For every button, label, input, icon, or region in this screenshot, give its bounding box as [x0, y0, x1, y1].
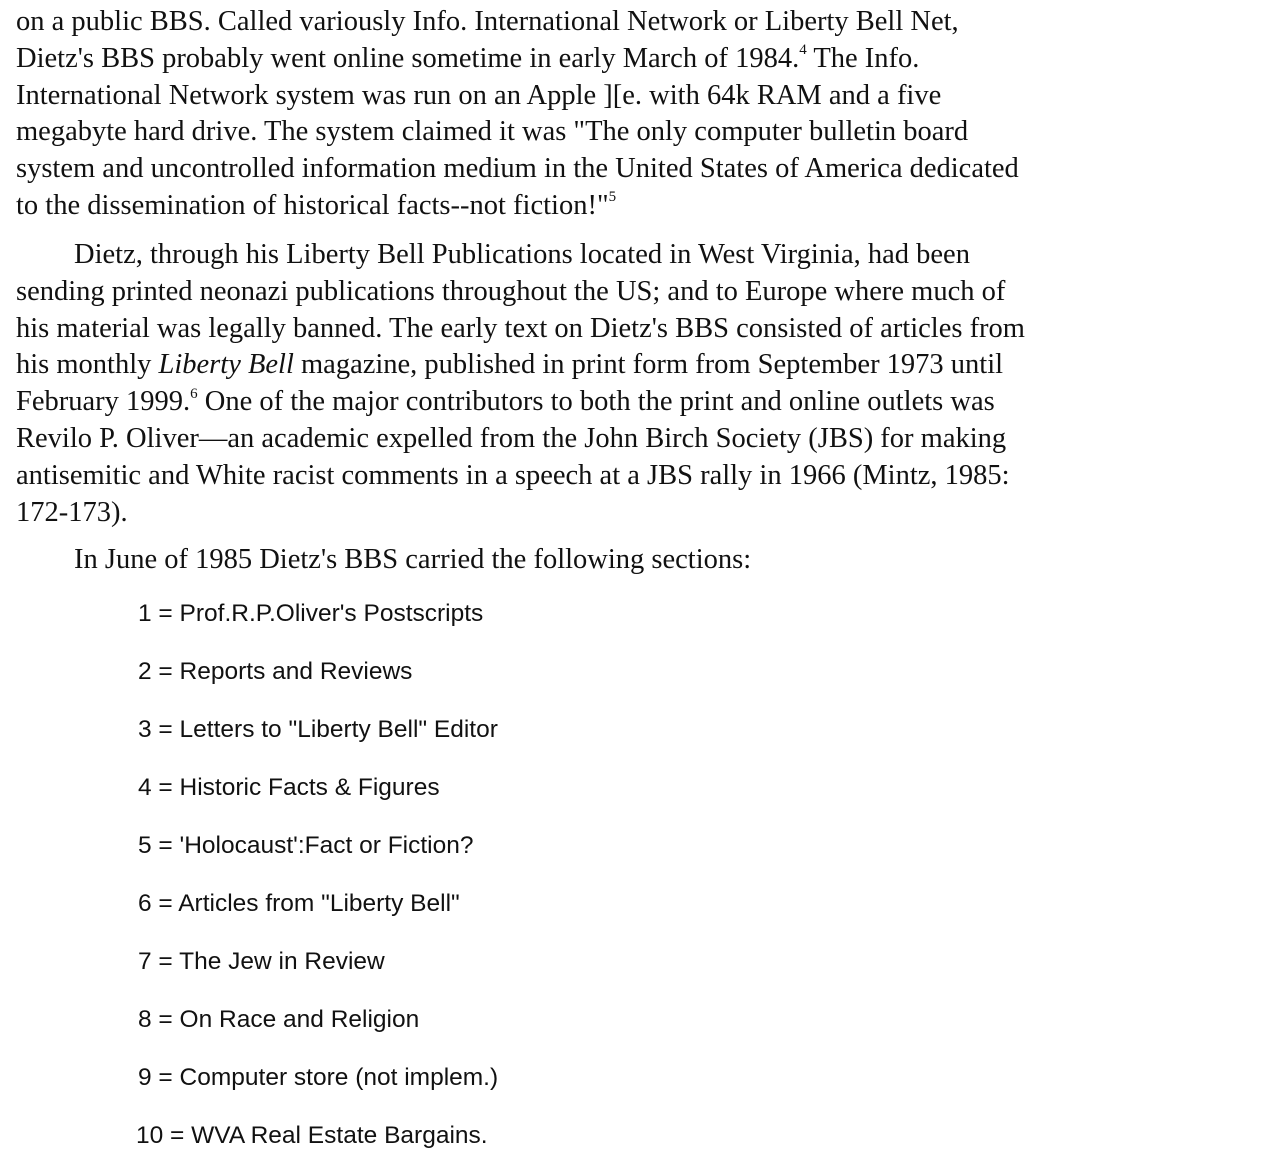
paragraph-bbs-origin: [16, 4, 1256, 225]
text-line: megabyte hard drive. The system claimed it was "The only computer bulletin board: [16, 116, 969, 148]
list-item: 7 = The Jew in Review: [138, 948, 385, 975]
list-item: 4 = Historic Facts & Figures: [138, 774, 440, 801]
text-line: Revilo P. Oliver—an academic expelled from the John Birch Society (JBS) for making: [16, 422, 1007, 454]
text-line: Dietz, through his Liberty Bell Publications located in West Virginia, had been: [74, 239, 970, 270]
magazine-title: Liberty Bell: [158, 349, 294, 381]
text-line: In June of 1985 Dietz's BBS carried the following sections:: [74, 544, 752, 575]
list-item: 8 = On Race and Religion: [138, 1006, 420, 1033]
list-item: 2 = Reports and Reviews: [138, 658, 413, 685]
list-item: 9 = Computer store (not implem.): [138, 1064, 499, 1091]
paragraph-sections-intro: [16, 542, 1256, 579]
text-line: Dietz's BBS probably went online sometime in early March of 1984.$^4$ The Info.: [16, 42, 920, 74]
footnote-marker[interactable]: 6: [190, 385, 198, 402]
list-item: 3 = Letters to "Liberty Bell" Editor: [138, 716, 498, 743]
list-item: 10 = WVA Real Estate Bargains.: [136, 1122, 488, 1149]
text-line: sending printed neonazi publications throughout the US; and to Europe where much of: [16, 275, 1006, 307]
paragraph-liberty-bell-publications: [16, 237, 1256, 531]
list-item: 1 = Prof.R.P.Oliver's Postscripts: [138, 600, 484, 627]
text-line: antisemitic and White racist comments in a speech at a JBS rally in 1966 (Mintz, 1985:: [16, 459, 1010, 491]
list-item: 6 = Articles from "Liberty Bell": [138, 890, 460, 917]
text-line: 172-173).: [16, 496, 128, 528]
text-line: his material was legally banned. The early text on Dietz's BBS consisted of articles from: [16, 312, 1025, 344]
footnote-marker[interactable]: 5: [608, 189, 617, 206]
text-line: International Network system was run on an Apple ][e. with 64k RAM and a five: [16, 79, 942, 111]
text-line: on a public BBS. Called variously Info. International Network or Liberty Bell Net,: [16, 6, 959, 37]
list-item: 5 = 'Holocaust':Fact or Fiction?: [138, 832, 474, 859]
footnote-marker[interactable]: 4: [799, 42, 807, 59]
text-line: to the dissemination of historical facts--not fiction!"$^5$: [16, 189, 617, 221]
text-line: February 1999.$^6$ One of the major contributors to both the print and online outlets was: [16, 385, 995, 418]
text-line: system and uncontrolled information medium in the United States of America dedicated: [16, 153, 1019, 185]
text-line: his monthly Liberty Bell magazine, published in print form from September 1973 until: [16, 349, 1004, 381]
